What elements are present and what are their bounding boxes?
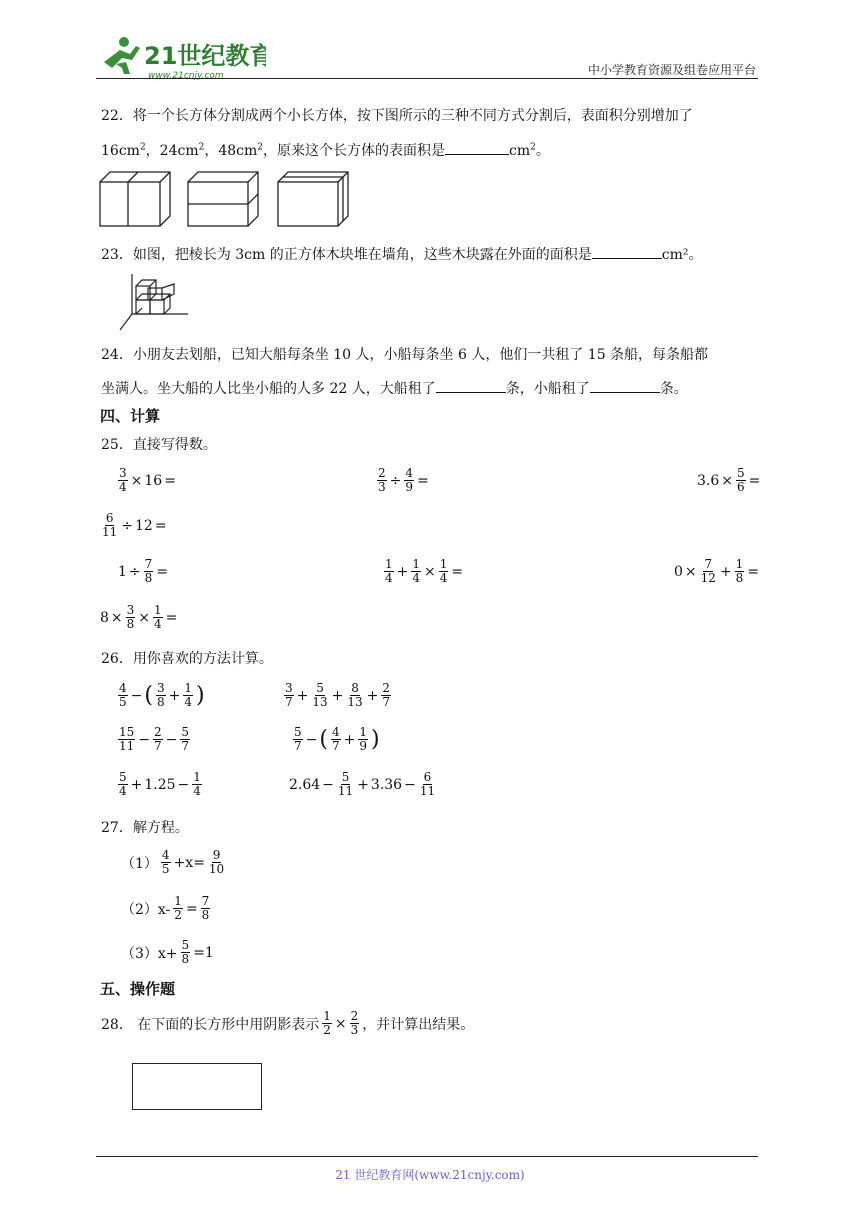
q26-item3: $\frac{15}{11}$ − $\frac{2}{7}$ − $\frac{5}{7}$: [119, 725, 190, 753]
q24-line2: 坐满人。坐大船的人比坐小船的人多 22 人，大船租了 条，小船租了 条。: [101, 381, 688, 397]
q23-figure: [118, 270, 190, 336]
q25-item3: 3.6 × $\frac{5}{6}$ =: [697, 466, 761, 494]
q27-part1: （1） $\frac{4}{5}$ +x= $\frac{9}{10}$: [121, 848, 225, 876]
q26-item5: $\frac{5}{4}$ + 1.25 − $\frac{1}{4}$: [119, 770, 201, 798]
q23-text: 23．如图，把棱长为 3cm 的正方体木块堆在墙角，这些木块露在外面的面积是 cm²。: [101, 247, 703, 263]
q24-line1: 24．小朋友去划船，已知大船每条坐 10 人，小船每条坐 6 人，他们一共租了 15 条船，每条船都: [101, 347, 709, 363]
q26-item2: $\frac{3}{7}$ + $\frac{5}{13}$ + $\frac{8}{13}$ + $\frac{2}{7}$: [285, 681, 391, 709]
answer-blank[interactable]: [590, 380, 660, 393]
q26-item1: $\frac{4}{5}$ − ( $\frac{3}{8}$ + $\frac{1}{4}$ ): [119, 681, 205, 709]
q25-item5: 1 ÷ $\frac{7}{8}$ =: [118, 557, 169, 585]
svg-text:www.21cnjy.com: www.21cnjy.com: [148, 71, 224, 81]
q25-title: 25．直接写得数。: [101, 437, 217, 453]
q25-item4: $\frac{6}{11}$ ÷ 12 =: [102, 511, 167, 539]
footer-text: 21 世纪教育网(www.21cnjy.com): [335, 1168, 525, 1182]
header-right-text: 中小学教育资源及组卷应用平台: [587, 63, 756, 77]
q25-item7: 0 × $\frac{7}{12}$ + $\frac{1}{8}$ =: [674, 557, 760, 585]
q27-part3: （3）x+ $\frac{5}{8}$ =1: [121, 938, 214, 966]
logo: [96, 34, 266, 82]
q25-item8: 8 × $\frac{3}{8}$ × $\frac{1}{4}$ =: [100, 603, 178, 631]
q25-item6: $\frac{1}{4}$ + $\frac{1}{4}$ × $\frac{1}{4}$ =: [385, 557, 464, 585]
answer-blank[interactable]: [445, 142, 509, 155]
footer-divider: [96, 1156, 758, 1157]
q22-figure: [98, 170, 358, 232]
q22-line2: $16cm^2$，$24cm^2$，$48cm^2$，原来这个长方体的表面积是 $cm^2$。: [101, 142, 550, 159]
svg-text:21世纪教育: 21世纪教育: [144, 42, 266, 70]
q26-title: 26．用你喜欢的方法计算。: [101, 651, 273, 667]
q26-item6: 2.64 − $\frac{5}{11}$ + 3.36 − $\frac{6}{11}$: [289, 770, 436, 798]
q28-rectangle[interactable]: [132, 1063, 262, 1110]
q22-line1: 22．将一个长方体分割成两个小长方体，按下图所示的三种不同方式分割后，表面积分别增加了: [101, 108, 693, 124]
answer-blank[interactable]: [592, 246, 662, 259]
section-5-title: 五、操作题: [100, 980, 176, 998]
q27-title: 27．解方程。: [101, 820, 189, 836]
header-divider: [96, 78, 758, 79]
answer-blank[interactable]: [436, 380, 506, 393]
q26-item4: $\frac{5}{7}$ − ( $\frac{4}{7}$ + $\frac{1}{9}$ ): [294, 725, 380, 753]
q25-item2: $\frac{2}{3}$ ÷ $\frac{4}{9}$ =: [378, 466, 429, 494]
q28-text: 28． 在下面的长方形中用阴影表示 $\frac{1}{2}$ × $\frac{2}{3}$ ，并计算出结果。: [101, 1009, 475, 1037]
q25-item1: $\frac{3}{4}$ × 16 =: [119, 466, 176, 494]
q27-part2: （2）x- $\frac{1}{2}$ = $\frac{7}{8}$: [121, 894, 210, 922]
section-4-title: 四、计算: [100, 407, 161, 425]
